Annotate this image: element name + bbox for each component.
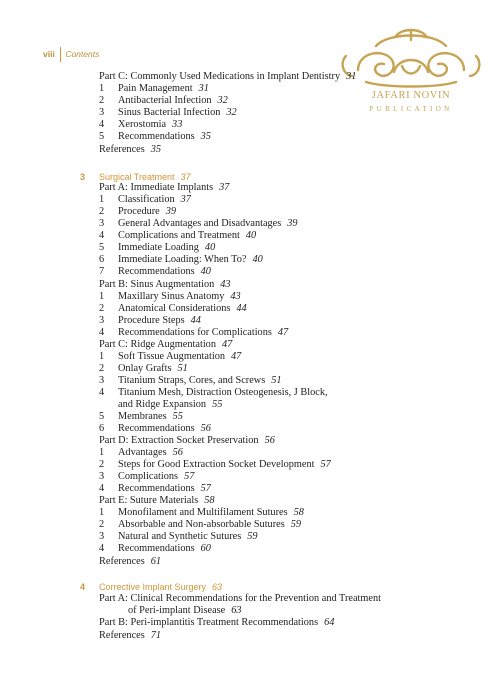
toc-item: Pain Management 31 (118, 83, 209, 94)
logo-subtitle: PUBLICATION (369, 105, 453, 113)
chapter-number: 4 (80, 582, 86, 592)
toc-part-entry: Part B: Sinus Augmentation 43 (99, 279, 231, 290)
toc-item-number: 2 (99, 303, 105, 314)
logo-ornament-icon (336, 26, 486, 90)
chapter-title: Surgical Treatment 37 (99, 172, 191, 182)
toc-item-number: 4 (99, 230, 105, 241)
running-header (43, 46, 99, 62)
toc-item-number: 2 (99, 206, 105, 217)
toc-part-entry: Part B: Peri-implantitis Treatment Recommendations 64 (99, 617, 335, 628)
toc-part-entry: Part D: Extraction Socket Preservation 56 (99, 435, 275, 446)
toc-item: Titanium Mesh, Distraction Osteogenesis, J Block, (118, 387, 328, 398)
chapter-title: Corrective Implant Surgery 63 (99, 582, 223, 592)
publisher-logo (336, 26, 486, 122)
toc-item: Steps for Good Extraction Socket Development 57 (118, 459, 331, 470)
toc-item: Maxillary Sinus Anatomy 43 (118, 291, 241, 302)
toc-item-continuation: and Ridge Expansion 55 (118, 399, 223, 410)
toc-part-entry: Part E: Suture Materials 58 (99, 495, 215, 506)
toc-part-continuation: of Peri-implant Disease 63 (128, 605, 242, 616)
toc-item: Titanium Straps, Cores, and Screws 51 (118, 375, 282, 386)
toc-item: Recommendations 56 (118, 423, 211, 434)
toc-item-number: 4 (99, 483, 105, 494)
chapter-number: 3 (80, 172, 86, 182)
toc-item: Soft Tissue Augmentation 47 (118, 351, 242, 362)
toc-item: Membranes 55 (118, 411, 183, 422)
toc-item-number: 4 (99, 543, 105, 554)
toc-item-number: 1 (99, 507, 105, 518)
toc-item-number: 4 (99, 387, 105, 398)
toc-part-entry: Part C: Ridge Augmentation 47 (99, 339, 233, 350)
toc-item: Immediate Loading: When To? 40 (118, 254, 263, 265)
toc-item-number: 6 (99, 423, 105, 434)
toc-item-number: 2 (99, 95, 105, 106)
toc-item: Absorbable and Non-absorbable Sutures 59 (118, 519, 302, 530)
toc-item: Anatomical Considerations 44 (118, 303, 247, 314)
page-folio: viii (43, 49, 55, 59)
toc-item: Natural and Synthetic Sutures 59 (118, 531, 258, 542)
toc-part-entry: Part C: Commonly Used Medications in Implant Dentistry 31 (99, 71, 357, 82)
toc-references: References 71 (99, 630, 162, 641)
toc-item-number: 4 (99, 119, 105, 130)
toc-item-number: 3 (99, 531, 105, 542)
toc-item: Recommendations 60 (118, 543, 211, 554)
toc-part-entry: Part A: Immediate Implants 37 (99, 182, 230, 193)
toc-item: Procedure Steps 44 (118, 315, 201, 326)
toc-item-number: 7 (99, 266, 105, 277)
toc-item-number: 5 (99, 411, 105, 422)
toc-item-number: 5 (99, 131, 105, 142)
toc-item: Classification 37 (118, 194, 191, 205)
toc-item-number: 6 (99, 254, 105, 265)
toc-item: General Advantages and Disadvantages 39 (118, 218, 298, 229)
toc-part-entry: Part A: Clinical Recommendations for the Prevention and Treatment (99, 593, 381, 604)
toc-item-number: 2 (99, 519, 105, 530)
toc-item-number: 1 (99, 83, 105, 94)
logo-name: JAFARI NOVIN (371, 90, 451, 101)
toc-item-number: 1 (99, 291, 105, 302)
toc-item: Immediate Loading 40 (118, 242, 216, 253)
toc-item-number: 1 (99, 194, 105, 205)
running-head-title: Contents (65, 49, 100, 59)
toc-references: References 35 (99, 144, 162, 155)
header-rule (60, 47, 62, 62)
toc-item: Recommendations 40 (118, 266, 211, 277)
toc-item: Complications and Treatment 40 (118, 230, 257, 241)
toc-item: Recommendations 57 (118, 483, 211, 494)
toc-item: Recommendations 35 (118, 131, 211, 142)
toc-item-number: 1 (99, 351, 105, 362)
toc-item-number: 3 (99, 375, 105, 386)
toc-item-number: 3 (99, 218, 105, 229)
toc-item-number: 2 (99, 459, 105, 470)
toc-item-number: 5 (99, 242, 105, 253)
toc-item-number: 4 (99, 327, 105, 338)
toc-references: References 61 (99, 556, 162, 567)
toc-item-number: 2 (99, 363, 105, 374)
toc-item: Onlay Grafts 51 (118, 363, 188, 374)
toc-item: Monofilament and Multifilament Sutures 58 (118, 507, 304, 518)
toc-item-number: 3 (99, 315, 105, 326)
toc-item-number: 3 (99, 471, 105, 482)
toc-item-number: 1 (99, 447, 105, 458)
toc-item: Antibacterial Infection 32 (118, 95, 228, 106)
toc-item: Complications 57 (118, 471, 195, 482)
toc-item-number: 3 (99, 107, 105, 118)
toc-item: Xerostomia 33 (118, 119, 183, 130)
toc-item: Advantages 56 (118, 447, 183, 458)
toc-item: Recommendations for Complications 47 (118, 327, 289, 338)
toc-item: Sinus Bacterial Infection 32 (118, 107, 237, 118)
toc-item: Procedure 39 (118, 206, 177, 217)
